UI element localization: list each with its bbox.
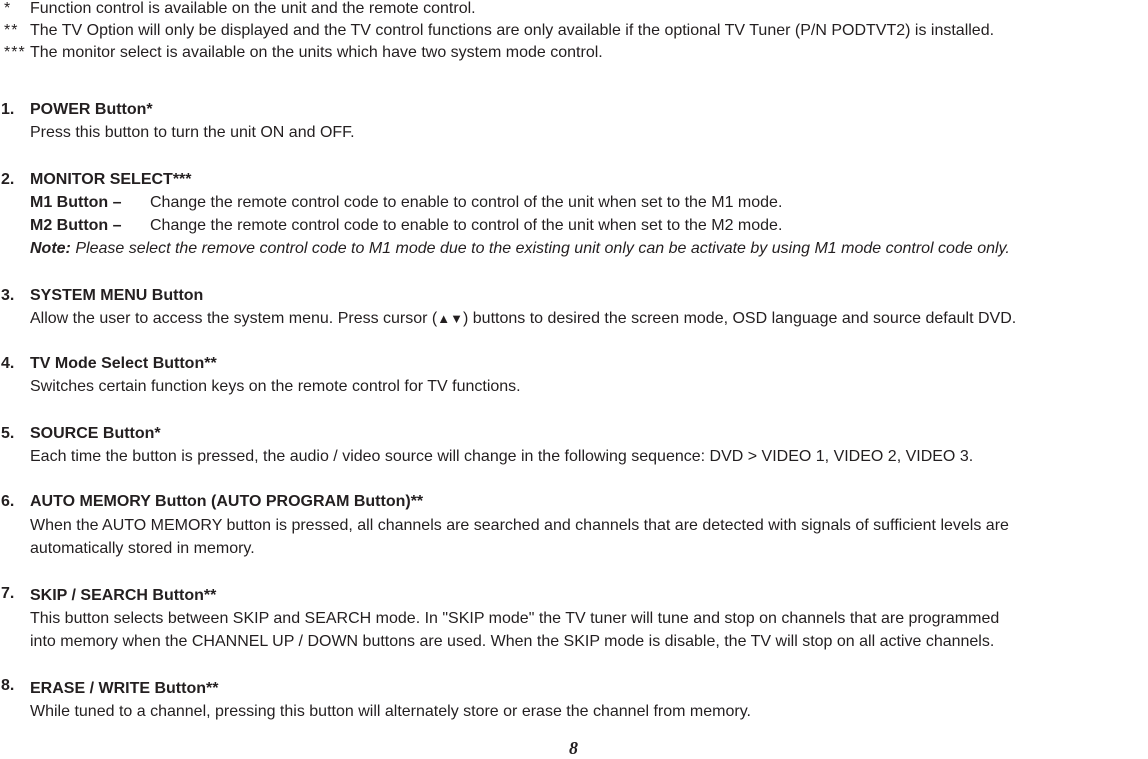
item-desc-skip-search-line1: This button selects between SKIP and SEARCH mode. In "SKIP mode" the TV tuner will tune and stop on channels that are programmed [30,610,1000,627]
m1-button-label: M1 Button – [30,194,122,211]
item-number: 7. [1,585,15,602]
item-heading-auto-memory: AUTO MEMORY Button (AUTO PROGRAM Button)** [30,493,424,510]
item-number: 6. [1,493,15,510]
monitor-m1-row [30,194,782,212]
system-menu-text-start: Allow the user to access the system menu. Press cursor ( [30,310,438,327]
note-label: Note: [30,240,71,257]
item-number: 8. [1,677,15,694]
item-heading-source: SOURCE Button* [30,425,161,442]
item-desc-auto-memory-line1: When the AUTO MEMORY button is pressed, all channels are searched and channels that are detected with signals of sufficient levels are [30,517,1009,534]
note-text: Please select the remove control code to M1 mode due to the existing unit only can be activate by using M1 mode control code only. [75,240,1010,257]
item-heading-monitor-select: MONITOR SELECT*** [30,171,192,188]
footnote-mark: ** [4,22,19,39]
footnote-text: Function control is available on the unit and the remote control. [30,0,476,17]
item-number: 1. [1,101,15,118]
m1-button-desc: Change the remote control code to enable to control of the unit when set to the M1 mode. [150,194,783,211]
footnote-3 [4,44,603,62]
system-menu-text-end: ) buttons to desired the screen mode, OSD language and source default DVD. [463,310,1017,327]
item-desc-skip-search-line2: into memory when the CHANNEL UP / DOWN buttons are used. When the SKIP mode is disable, the TV will stop on all active channels. [30,633,995,650]
item-number: 4. [1,355,15,372]
m2-button-label: M2 Button – [30,217,122,234]
item-desc-power: Press this button to turn the unit ON and OFF. [30,124,355,141]
item-heading-system-menu: SYSTEM MENU Button [30,287,204,304]
item-desc-tv-mode: Switches certain function keys on the remote control for TV functions. [30,378,521,395]
item-heading-skip-search: SKIP / SEARCH Button** [30,587,217,604]
m2-button-desc: Change the remote control code to enable to control of the unit when set to the M2 mode. [150,217,783,234]
footnote-mark: *** [4,44,26,61]
page-number: 8 [569,738,578,758]
item-heading-power: POWER Button* [30,101,153,118]
item-number: 5. [1,425,15,442]
footnote-text: The monitor select is available on the units which have two system mode control. [30,44,603,61]
item-number: 2. [1,171,15,188]
footnote-mark: * [4,0,12,17]
item-desc-system-menu [30,310,1016,328]
item-desc-erase-write: While tuned to a channel, pressing this button will alternately store or erase the channel from memory. [30,703,751,720]
item-heading-erase-write: ERASE / WRITE Button** [30,680,219,697]
up-down-arrow-icon: ▲▼ [437,311,463,326]
item-heading-tv-mode: TV Mode Select Button** [30,355,217,372]
footnote-2 [4,22,994,40]
item-desc-source: Each time the button is pressed, the audio / video source will change in the following sequence: DVD > VIDEO 1, VIDEO 2, VIDEO 3. [30,448,974,465]
footnote-1 [4,0,476,18]
item-number: 3. [1,287,15,304]
footnote-text: The TV Option will only be displayed and the TV control functions are only available if the optional TV Tuner (P/N PODTVT2) is installed. [30,22,995,39]
monitor-note [30,240,1010,258]
item-desc-auto-memory-line2: automatically stored in memory. [30,540,255,557]
monitor-m2-row [30,217,782,235]
